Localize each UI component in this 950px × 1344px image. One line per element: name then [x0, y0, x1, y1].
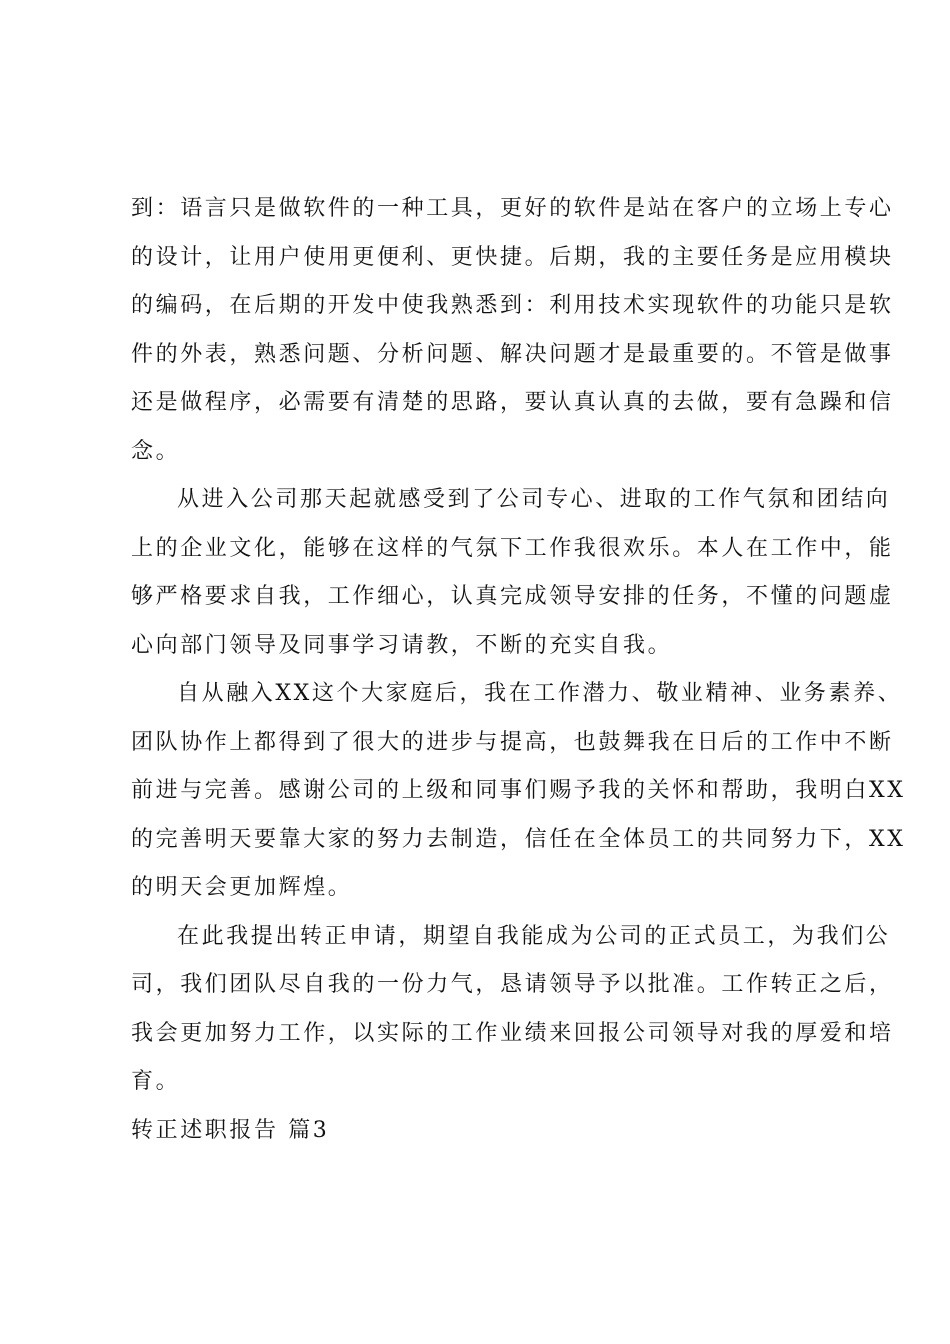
paragraph-line: 前进与完善。感谢公司的上级和同事们赐予我的关怀和帮助，我明白XX: [131, 778, 906, 803]
paragraph-line: 的编码，在后期的开发中使我熟悉到：利用技术实现软件的功能只是软: [131, 293, 894, 318]
paragraph-line: 的完善明天要靠大家的努力去制造，信任在全体员工的共同努力下，XX: [131, 826, 906, 852]
paragraph-line: 心向部门领导及同事学习请教，不断的充实自我。: [131, 632, 673, 658]
paragraph-line: 的明天会更加辉煌。: [131, 875, 353, 900]
paragraph-1: [131, 185, 894, 476]
paragraph-line: 我会更加努力工作，以实际的工作业绩来回报公司领导对我的厚爱和培: [131, 1020, 894, 1046]
paragraph-line: 还是做程序，必需要有清楚的思路，要认真认真的去做，要有急躁和信: [131, 390, 894, 415]
paragraph-line: 司，我们团队尽自我的一份力气，恳请领导予以批准。工作转正之后，: [131, 972, 894, 997]
paragraph-2: [131, 476, 894, 670]
paragraph-line: 自从融入XX这个大家庭后，我在工作潜力、敬业精神、业务素养、: [177, 681, 903, 706]
section-heading: 转正述职报告 篇3: [131, 1117, 330, 1143]
paragraph-line: 育。: [131, 1069, 181, 1094]
paragraph-line: 上的企业文化，能够在这样的气氛下工作我很欢乐。本人在工作中，能: [131, 535, 894, 561]
paragraph-line: 的设计，让用户使用更便利、更快捷。后期，我的主要任务是应用模块: [131, 244, 894, 270]
paragraph-line: 念。: [131, 438, 181, 464]
paragraph-3: [131, 670, 906, 913]
paragraph-line: 从进入公司那天起就感受到了公司专心、进取的工作气氛和团结向: [177, 487, 891, 512]
paragraph-line: 在此我提出转正申请，期望自我能成为公司的正式员工，为我们公: [177, 923, 891, 949]
paragraph-line: 够严格要求自我，工作细心，认真完成领导安排的任务，不懂的问题虚: [131, 584, 894, 609]
paragraph-line: 团队协作上都得到了很大的进步与提高，也鼓舞我在日后的工作中不断: [131, 729, 894, 755]
paragraph-4: [131, 913, 894, 1107]
paragraph-line: 到：语言只是做软件的一种工具，更好的软件是站在客户的立场上专心: [131, 196, 894, 221]
document-body: [131, 185, 906, 1155]
paragraph-line: 件的外表，熟悉问题、分析问题、解决问题才是最重要的。不管是做事: [131, 341, 894, 367]
